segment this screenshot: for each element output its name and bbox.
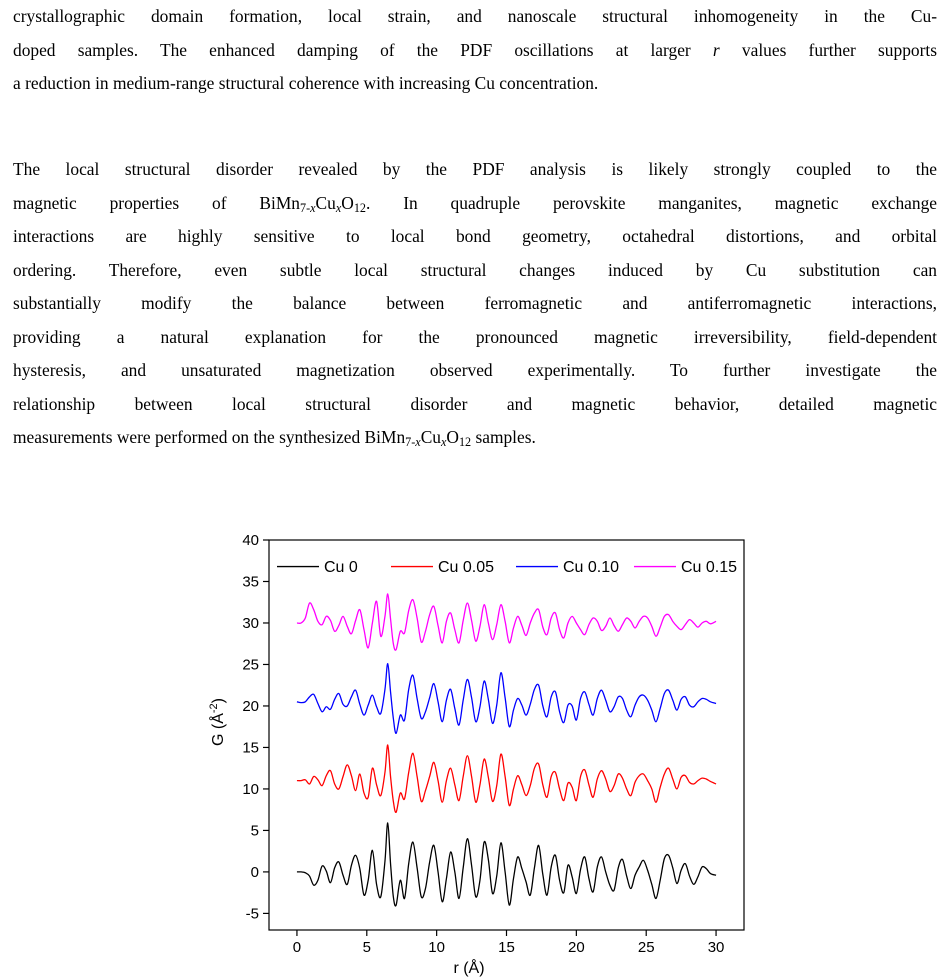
italic-variable-r: r [712,39,720,60]
x-tick-label: 10 [428,939,445,956]
text-line: The local structural disorder revealed by the PDF analysis is likely strongly coupled to the [13,159,937,179]
text-line: substantially modify the balance between ferromagnetic and antiferromagnetic interactions, [13,293,937,313]
x-axis-label: r (Å) [453,960,485,977]
y-tick-label: -5 [245,905,259,923]
x-tick-label: 25 [637,939,655,956]
text-line: a reduction in medium-range structural coherence with increasing Cu concentration. [13,73,599,93]
text-line: relationship between local structural disorder and magnetic behavior, detailed magnetic [13,393,937,414]
x-tick-label: 20 [568,939,585,956]
text-line [13,421,937,455]
paragraph-pdf-damping [13,0,937,101]
plot-frame [269,540,744,930]
formula-subscript: 12 [458,435,472,450]
y-tick-label: 20 [242,697,259,715]
paragraph-magnetic-coupling [13,153,937,455]
series-line-0 [297,823,716,906]
plot-legend [277,559,737,576]
text-line: providing a natural explanation for the pronounced magnetic irreversibility, field-dependent [13,326,937,347]
text-fragment: . In quadruple perovskite manganites, magnetic exchange [365,192,937,213]
y-tick-label: 5 [250,822,259,840]
formula-subscript: 7-x [300,200,316,215]
y-tick-label: 10 [242,780,259,798]
formula-subscript: x [335,200,342,215]
legend-label: Cu 0 [324,559,358,577]
x-tick-label: 15 [498,939,515,956]
y-tick-label: 30 [242,614,259,632]
y-tick-label: 0 [250,863,259,881]
formula-element: O [446,427,459,447]
x-tick-label: 0 [292,939,302,956]
text-fragment: doped samples. The enhanced damping of the PDF oscillations at larger [13,39,691,60]
text-fragment: values further supports [741,39,937,60]
text-line [13,34,937,68]
x-tick-label: 5 [362,939,371,956]
text-fragment: samples. [471,427,536,447]
y-tick-label: 40 [242,532,259,549]
formula-element: O [341,192,354,213]
text-line: ordering. Therefore, even subtle local structural changes induced by Cu substitution can [13,259,937,280]
legend-label: Cu 0.10 [563,559,620,577]
y-axis-label: G $(Å^{-2})$ [208,698,227,746]
formula-subscript: 12 [353,200,366,215]
y-tick-label: 35 [242,573,259,591]
formula-element: Cu [420,427,441,447]
y-tick-label: 25 [242,656,259,674]
text-line: hysteresis, and unsaturated magnetization observed experimentally. To further investigate the [13,360,937,380]
legend-label: Cu 0.15 [681,559,738,577]
y-tick-label: 15 [242,739,259,757]
formula-element: Cu [315,192,336,213]
plot-series [297,594,716,906]
series-line-1 [297,745,716,812]
series-line-3 [297,594,716,650]
text-fragment: magnetic properties of BiMn [13,192,300,213]
text-line [13,187,937,221]
formula-subscript: 7-x [405,435,421,450]
text-line: interactions are highly sensitive to local bond geometry, octahedral distortions, and orbital [13,226,937,246]
text-fragment: measurements were performed on the synthesized BiMn [13,427,406,447]
x-tick-label: 30 [707,939,725,956]
formula-subscript: x [440,435,447,450]
series-line-2 [297,664,716,734]
legend-label: Cu 0.05 [438,559,495,577]
text-line: crystallographic domain formation, local strain, and nanoscale structural inhomogeneity in the Cu- [13,6,937,26]
pdf-figure [0,530,950,978]
